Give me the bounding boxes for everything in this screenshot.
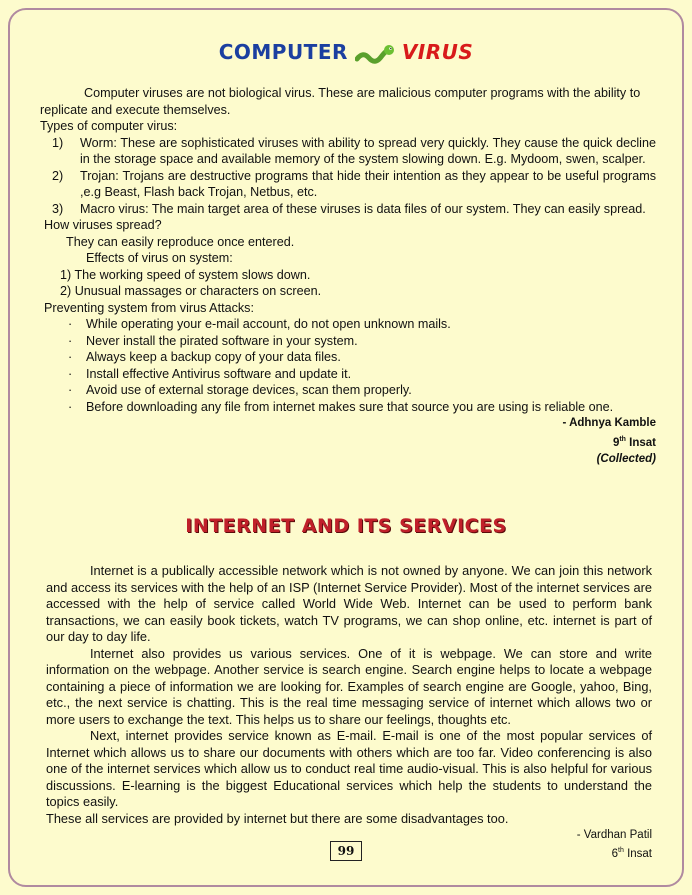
type-number: 3) bbox=[52, 201, 64, 216]
prevent-item bbox=[40, 316, 656, 333]
bullet-icon: · bbox=[68, 350, 73, 364]
prevent-text: Never install the pirated software in your system. bbox=[86, 333, 358, 348]
bullet-icon: · bbox=[68, 383, 73, 397]
computer-virus-title bbox=[0, 40, 692, 65]
internet-paragraph: Internet is a publically accessible network which is not owned by anyone. We can join this network and access its services with the help of an ISP (Internet Service Provider). Most of the internet services are accessed with the help of service called World Wide Web. Internet can be used to perform bank transactions, we can easily book tickets, watch TV programs, we can shop online, etc. internet is part of our day to day life. bbox=[46, 563, 652, 644]
prevent-text: Install effective Antivirus software and update it. bbox=[86, 366, 352, 381]
title-virus: VIRUS bbox=[401, 40, 474, 64]
bullet-icon: · bbox=[68, 317, 73, 331]
prevent-text: While operating your e-mail account, do not open unknown mails. bbox=[86, 317, 451, 331]
type-text: Trojan: Trojans are destructive programs that hide their intention as they appear to be useful programs ,e.g Beast, Flash back Trojan, Netbus, etc. bbox=[80, 168, 656, 199]
types-heading: Types of computer virus: bbox=[40, 119, 178, 133]
author-1-class: 9th Insat bbox=[612, 435, 656, 449]
internet-closing: These all services are provided by internet but there are some disadvantages too. bbox=[46, 810, 509, 826]
effect-item: 2) Unusual massages or characters on screen. bbox=[60, 284, 322, 298]
type-text: Worm: These are sophisticated viruses with ability to spread very quickly. They cause the quick decline in the storage space and available memory of the system slowing down. E.g. Mydoom, swen, scalper. bbox=[80, 135, 656, 166]
prevent-item bbox=[40, 349, 656, 366]
type-number: 1) bbox=[52, 135, 64, 150]
virus-section bbox=[40, 85, 656, 467]
type-item bbox=[40, 168, 656, 201]
type-item bbox=[40, 135, 656, 168]
author-2-class: 6th Insat bbox=[611, 847, 652, 860]
prevent-item bbox=[40, 382, 656, 399]
bullet-icon: · bbox=[68, 399, 73, 414]
collected-note: (Collected) bbox=[596, 452, 656, 465]
type-item bbox=[40, 201, 656, 218]
author-2 bbox=[520, 828, 652, 862]
prevent-heading: Preventing system from virus Attacks: bbox=[44, 300, 254, 315]
prevent-item bbox=[40, 366, 656, 383]
page-number: 99 bbox=[330, 841, 362, 861]
effects-heading: Effects of virus on system: bbox=[86, 251, 233, 265]
type-number: 2) bbox=[52, 168, 64, 183]
bullet-icon: · bbox=[68, 366, 73, 381]
author-1: - Adhnya Kamble bbox=[562, 417, 656, 429]
author-2-name: - Vardhan Patil bbox=[576, 829, 652, 841]
prevent-text: Always keep a backup copy of your data files. bbox=[86, 350, 341, 364]
internet-paragraph: Internet also provides us various services. One of it is webpage. We can store and write information on the webpage. Another service is search engine. Search engine helps to locate a webpage containing a piece of information we are looking for. Examples of search engine are Google, yahoo, Bing, etc., the next service is chatting. This is the real time messaging service of internet which allows two or more users to exchange the text. This helps us to share our feelings, thoughts etc. bbox=[46, 645, 652, 727]
spread-question: How viruses spread? bbox=[44, 218, 162, 232]
prevent-text: Before downloading any file from internet makes sure that source you are using is reliable one. bbox=[86, 399, 614, 414]
prevent-text: Avoid use of external storage devices, scan them properly. bbox=[86, 383, 412, 397]
green-worm-icon bbox=[355, 43, 395, 65]
internet-section bbox=[46, 563, 652, 827]
internet-paragraph: Next, internet provides service known as E-mail. E-mail is one of the most popular services of Internet which allows us to share our documents with others which are too far. Video conferencing is also one of the internet services which allow us to conduct real time audio-visual. This is also helpful for various discussions. E-learning is the biggest Educational services which help the students to understand the topics easily. bbox=[46, 728, 652, 809]
internet-title: INTERNET AND ITS SERVICES bbox=[185, 515, 507, 537]
prevent-item bbox=[40, 399, 656, 416]
bullet-icon: · bbox=[68, 333, 73, 348]
type-text: Macro virus: The main target area of these viruses is data files of our system. They can easily spread. bbox=[80, 201, 646, 216]
spread-answer: They can easily reproduce once entered. bbox=[66, 234, 295, 249]
prevent-item bbox=[40, 333, 656, 350]
effect-item: 1) The working speed of system slows down. bbox=[60, 267, 311, 282]
title-computer: COMPUTER bbox=[218, 40, 348, 64]
virus-intro: Computer viruses are not biological virus. These are malicious computer programs with the ability to replicate and execute themselves. bbox=[40, 86, 641, 117]
